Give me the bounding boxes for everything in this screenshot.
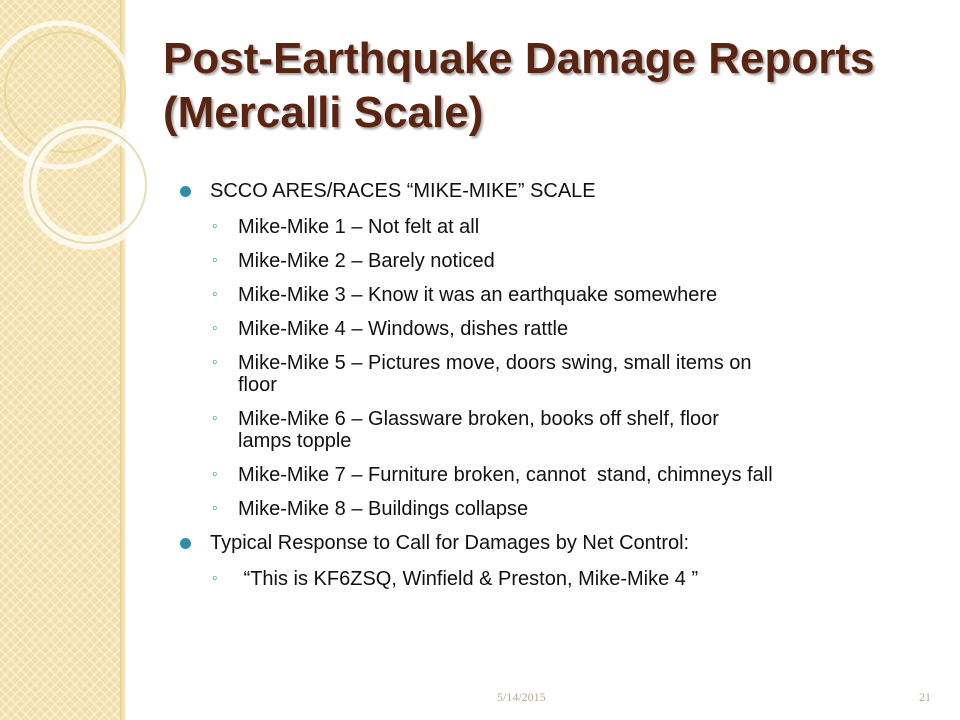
deco-circle-lower-ring bbox=[30, 127, 146, 243]
hollow-circle-icon: ◦ bbox=[212, 218, 218, 235]
bullet-item bbox=[180, 178, 900, 204]
bullet-text: Typical Response to Call for Damages by Net Control: bbox=[210, 532, 690, 554]
footer-date: 5/14/2015 bbox=[497, 690, 546, 704]
title-line-1: Post-Earthquake Damage Reports bbox=[163, 34, 875, 83]
hollow-circle-icon: ◦ bbox=[212, 354, 218, 371]
sub-bullet-text: Mike-Mike 8 – Buildings collapse bbox=[238, 498, 529, 520]
bullet-dot-icon bbox=[180, 538, 191, 549]
bullet-text: SCCO ARES/RACES “MIKE-MIKE” SCALE bbox=[210, 180, 596, 202]
hollow-circle-icon: ◦ bbox=[212, 570, 218, 587]
sub-bullet-text: Mike-Mike 5 – Pictures move, doors swing, small items on floor bbox=[238, 352, 752, 396]
hollow-circle-icon: ◦ bbox=[212, 286, 218, 303]
hollow-circle-icon: ◦ bbox=[212, 410, 218, 427]
bullet-item bbox=[180, 530, 900, 556]
sub-bullet-text: Mike-Mike 7 – Furniture broken, cannot stand, chimneys fall bbox=[238, 464, 773, 486]
title-line-2: (Mercalli Scale) bbox=[163, 88, 484, 137]
sub-bullet-item bbox=[180, 498, 900, 520]
sub-bullet-text: Mike-Mike 4 – Windows, dishes rattle bbox=[238, 318, 569, 340]
sub-bullet-text: Mike-Mike 6 – Glassware broken, books off shelf, floor lamps topple bbox=[238, 408, 719, 452]
sub-bullet-text: Mike-Mike 2 – Barely noticed bbox=[238, 250, 495, 272]
sub-bullet-text: “This is KF6ZSQ, Winfield & Preston, Mike-Mike 4 ” bbox=[238, 568, 699, 590]
sub-bullet-item bbox=[180, 284, 900, 306]
sub-bullet-item bbox=[180, 464, 900, 486]
hollow-circle-icon: ◦ bbox=[212, 500, 218, 517]
sub-bullet-item bbox=[180, 250, 900, 272]
sub-bullet-text: Mike-Mike 3 – Know it was an earthquake somewhere bbox=[238, 284, 718, 306]
bullet-dot-icon bbox=[180, 186, 191, 197]
sub-bullet-item bbox=[180, 408, 900, 452]
slide-content bbox=[180, 178, 900, 590]
slide-title bbox=[163, 32, 923, 140]
sub-bullet-item bbox=[180, 352, 900, 396]
slide-number: 21 bbox=[919, 690, 931, 704]
sub-bullet-item bbox=[180, 568, 900, 590]
sub-bullet-text: Mike-Mike 1 – Not felt at all bbox=[238, 216, 480, 238]
sub-bullet-item bbox=[180, 318, 900, 340]
hollow-circle-icon: ◦ bbox=[212, 252, 218, 269]
hollow-circle-icon: ◦ bbox=[212, 320, 218, 337]
deco-circle-large bbox=[0, 23, 132, 167]
sub-bullet-item bbox=[180, 216, 900, 238]
hollow-circle-icon: ◦ bbox=[212, 466, 218, 483]
